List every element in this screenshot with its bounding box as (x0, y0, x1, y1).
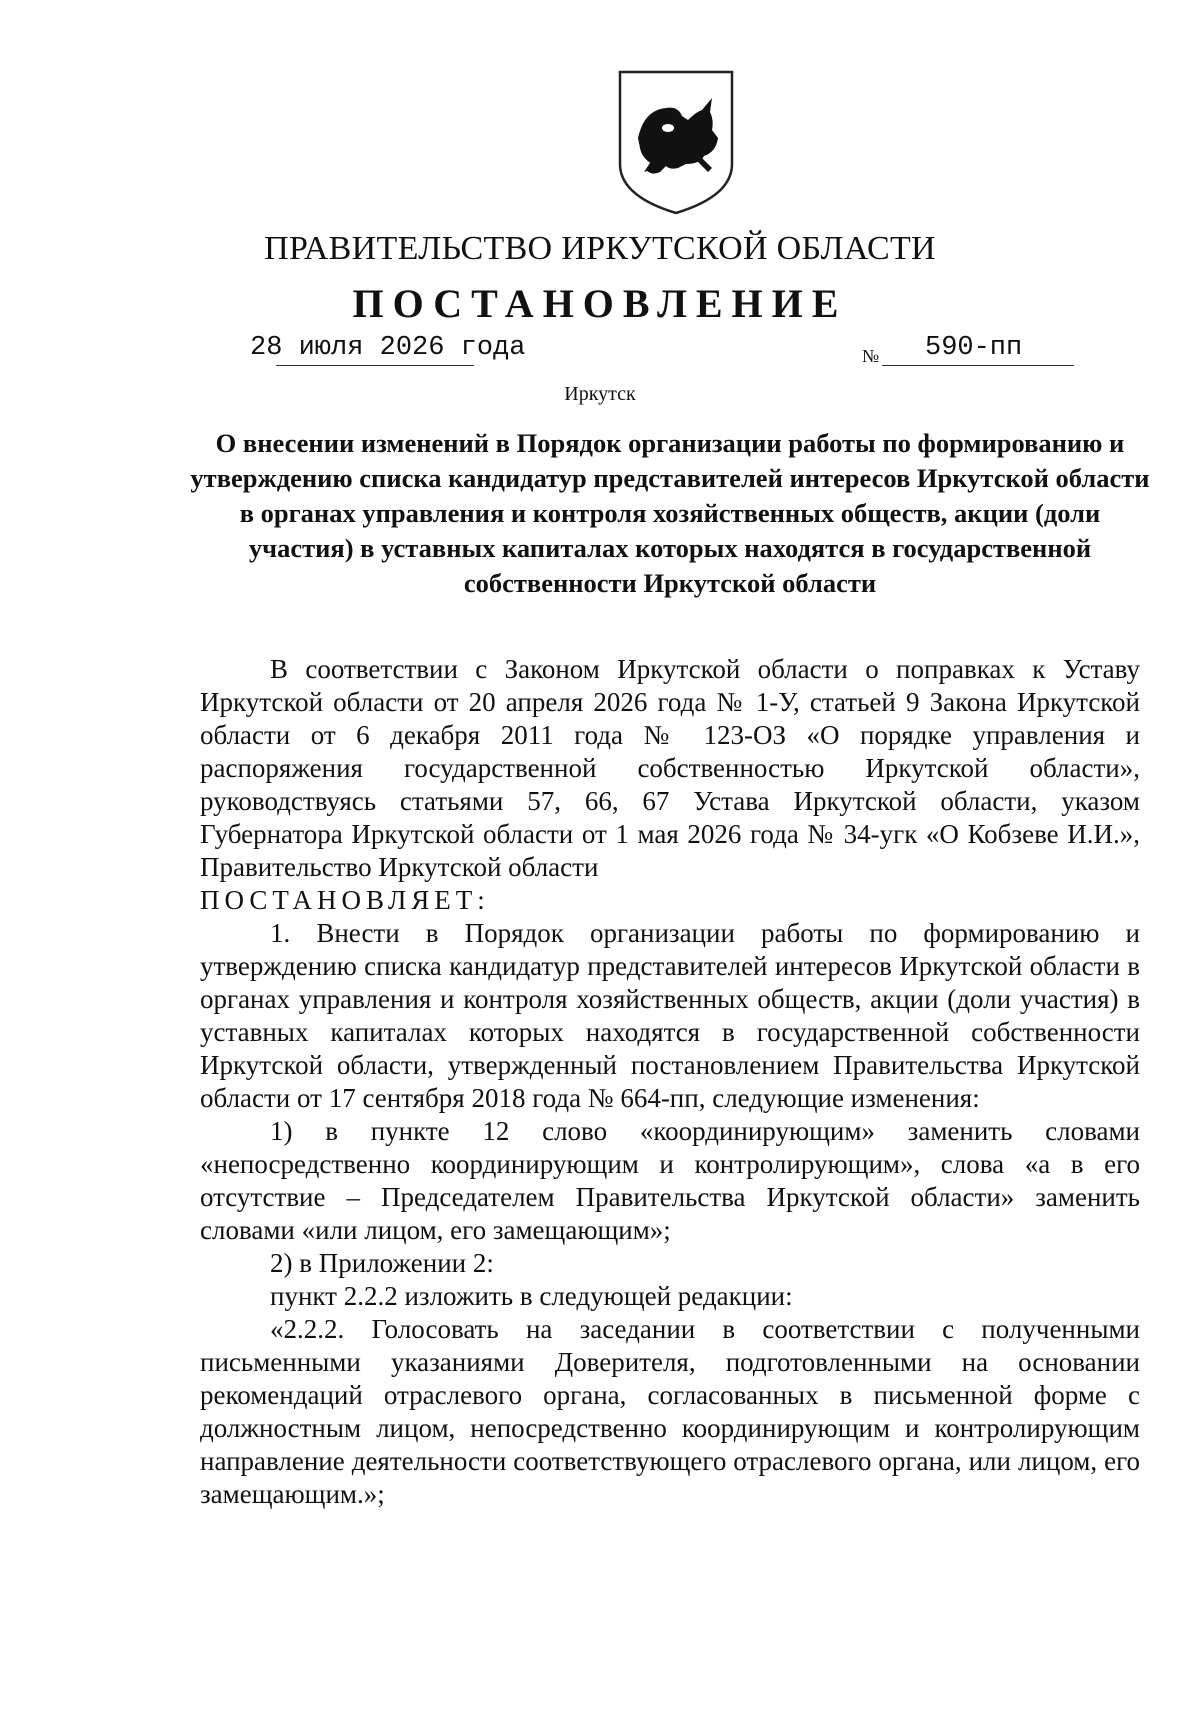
subitem-1-paragraph: 1) в пункте 12 слово «координирующим» заменить словами «непосредственно координирующим и контролирующим», слова «а в его отсутствие – Председателем Правительства Иркутской области» заменить словами «или лицом, его замещающим»; (200, 1116, 1140, 1245)
date-underline (276, 365, 474, 366)
document-number: 590-пп (925, 333, 1023, 363)
subitem-2-paragraph: 2) в Приложении 2: (270, 1248, 494, 1278)
document-body (200, 653, 1140, 1511)
document-type: ПОСТАНОВЛЕНИЕ (352, 281, 848, 326)
document-date: 28 июля 2026 года (250, 333, 526, 363)
city-name: Иркутск (564, 383, 636, 405)
preamble-paragraph: В соответствии с Законом Иркутской области о поправках к Уставу Иркутской области от 20 апреля 2026 года № 1-У, статьей 9 Закона Иркутской области от 6 декабря 2011 года № 123-ОЗ «О порядке управления и распоряжения государственной собственностью Иркутской области», руководствуясь статьями 57, 66, 67 Устава Иркутской области, указом Губернатора Иркутской области от 1 мая 2026 года № 34-угк «О Кобзеве И.И.», Правительство Иркутской области (200, 654, 1140, 882)
resolves-word: ПОСТАНОВЛЯЕТ: (200, 885, 490, 915)
government-title: ПРАВИТЕЛЬСТВО ИРКУТСКОЙ ОБЛАСТИ (264, 230, 936, 267)
document-heading: О внесении изменений в Порядок организации работы по формированию и утверждению списка кандидатур представителей интересов Иркутской области в органах управления и контроля хозяйственных обществ, акции (доли участия) в уставных капиталах которых находятся в государственной собственности Иркутской области (190, 428, 1150, 598)
quoted-clause-paragraph: «2.2.2. Голосовать на заседании в соответствии с полученными письменными указаниями Доверителя, подготовленными на основании рекомендаций отраслевого органа, согласованных в письменной форме с должностным лицом, непосредственно координирующим и контролирующим направление деятельности соответствующего отраслевого органа, или лицом, его замещающим.»; (200, 1314, 1140, 1509)
subitem-2-text-paragraph: пункт 2.2.2 изложить в следующей редакции: (270, 1281, 793, 1311)
number-sign: № (862, 346, 880, 366)
item-1-paragraph: 1. Внести в Порядок организации работы по формированию и утверждению списка кандидатур представителей интересов Иркутской области в органах управления и контроля хозяйственных обществ, акции (доли участия) в уставных капиталах которых находятся в государственной собственности Иркутской области, утвержденный постановлением Правительства Иркутской области от 17 сентября 2018 года № 664-пп, следующие изменения: (200, 918, 1140, 1113)
number-underline (882, 365, 1074, 366)
coat-of-arms-emblem (616, 68, 736, 216)
